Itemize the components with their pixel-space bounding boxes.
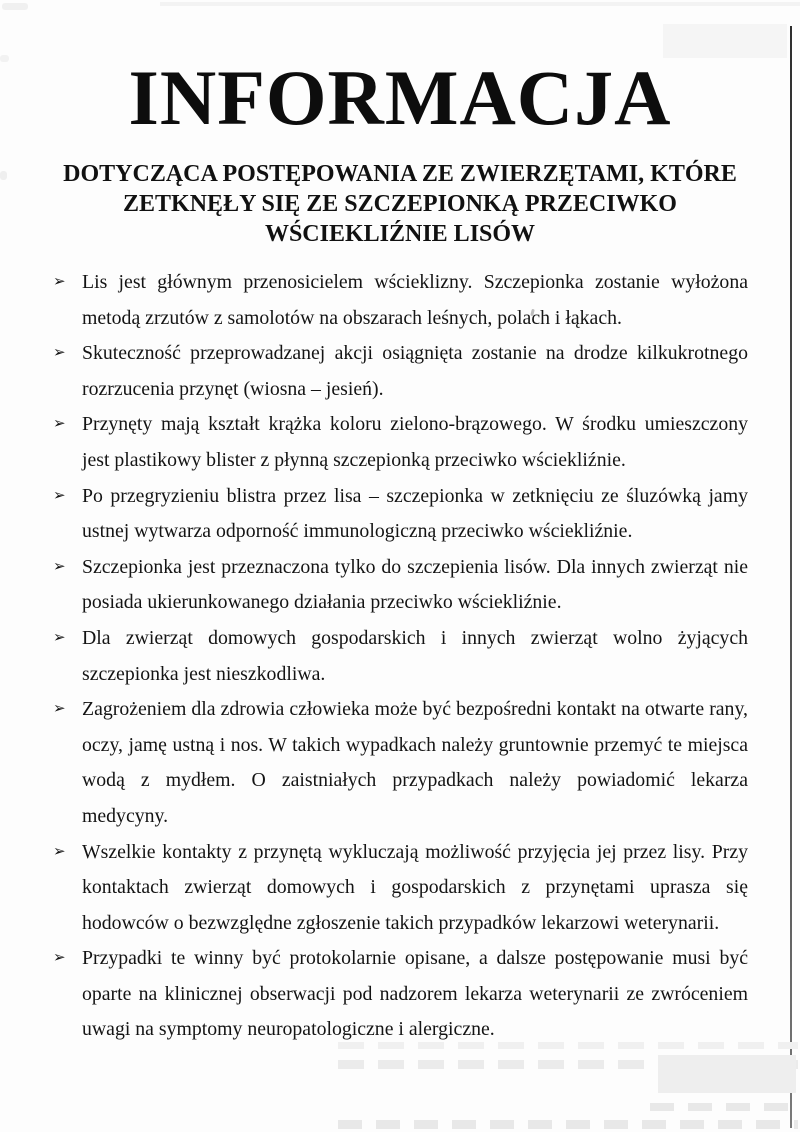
arrow-bullet-icon: ➢ <box>53 627 66 646</box>
bullet-item <box>53 479 748 550</box>
bullet-list <box>53 265 748 1048</box>
bullet-text: Zagrożeniem dla zdrowia człowieka może być bezpośredni kontakt na otwarte rany, oczy, jamę ustną i nos. W takich wypadkach należy gruntownie przemyć te miejsca wodą z mydłem. O zaistniałych przypadkach należy powiadomić lekarza medycyny. <box>82 698 748 827</box>
page-title: INFORMACJA <box>128 54 672 141</box>
bullet-item <box>53 835 748 942</box>
arrow-bullet-icon: ➢ <box>53 272 66 290</box>
bullet-text: Przypadki te winny być protokolarnie opisane, a dalsze postępowanie musi być oparte na klinicznej obserwacji pod nadzorem lekarza weterynarii ze zwróceniem uwagi na symptomy neuropatologiczne i alergiczne. <box>82 947 748 1041</box>
bullet-item <box>53 621 748 692</box>
arrow-bullet-icon: ➢ <box>53 841 66 860</box>
scan-artifact-bottom-right-patch <box>658 1055 796 1093</box>
bullet-text: Przynęty mają kształt krążka koloru zielono-brązowego. W środku umieszczony jest plastikowy blister z płynną szczepionką przeciwko wściekliźnie. <box>82 413 748 471</box>
bullet-text: Wszelkie kontakty z przynętą wykluczają możliwość przyjęcia jej przez lisy. Przy kontaktach zwierząt domowych i gospodarskich z przynętami uprasza się hodowców o bezwzględne zgłoszenie takich przypadków lekarzowi weterynarii. <box>82 840 748 934</box>
document-subtitle <box>0 159 800 249</box>
scan-artifact-bottom-marks <box>650 1103 790 1111</box>
bullet-text: Szczepionka jest przeznaczona tylko do szczepienia lisów. Dla innych zwierząt nie posiada ukierunkowanego działania przeciwko wściekliźnie. <box>82 555 748 614</box>
arrow-bullet-icon: ➢ <box>53 485 66 504</box>
bullet-text: Skuteczność przeprowadzanej akcji osiągnięta zostanie na drodze kilkukrotnego rozrzucenia przynęt (wiosna – jesień). <box>82 342 748 400</box>
bullet-item <box>53 941 748 1048</box>
bullet-item <box>53 692 748 834</box>
bullet-item <box>53 265 748 336</box>
subtitle-line: WŚCIEKLIŹNIE LISÓW <box>264 221 536 247</box>
bullet-text: Dla zwierząt domowych gospodarskich i innych zwierząt wolno żyjących szczepionka jest nieszkodliwa. <box>82 626 748 685</box>
bullet-text: Po przegryzieniu blistra przez lisa – szczepionka w zetknięciu ze śluzówką jamy ustnej wytwarza odporność immunologiczną przeciwko wściekliźnie. <box>82 484 748 543</box>
arrow-bullet-icon: ➢ <box>53 414 66 433</box>
subtitle-line: ZETKNĘŁY SIĘ ZE SZCZEPIONKĄ PRZECIWKO <box>123 191 677 217</box>
bullet-item <box>53 407 748 478</box>
scan-artifact-top-left-smudge <box>2 3 28 10</box>
bullet-text: Lis jest głównym przenosicielem wścieklizny. Szczepionka zostanie wyłożona metodą zrzutów z samolotów na obszarach leśnych, polach i łąkach. <box>82 271 748 329</box>
arrow-bullet-icon: ➢ <box>53 343 66 362</box>
arrow-bullet-icon: ➢ <box>53 699 66 718</box>
arrow-bullet-icon: ➢ <box>53 556 66 575</box>
arrow-bullet-icon: ➢ <box>53 948 66 967</box>
bullet-item <box>53 336 748 407</box>
subtitle-line: DOTYCZĄCA POSTĘPOWANIA ZE ZWIERZĘTAMI, KTÓRE <box>63 161 737 187</box>
bullet-item <box>53 550 748 621</box>
scan-artifact-top-strip <box>160 2 800 6</box>
scan-artifact-bottom-dashes <box>338 1120 798 1129</box>
